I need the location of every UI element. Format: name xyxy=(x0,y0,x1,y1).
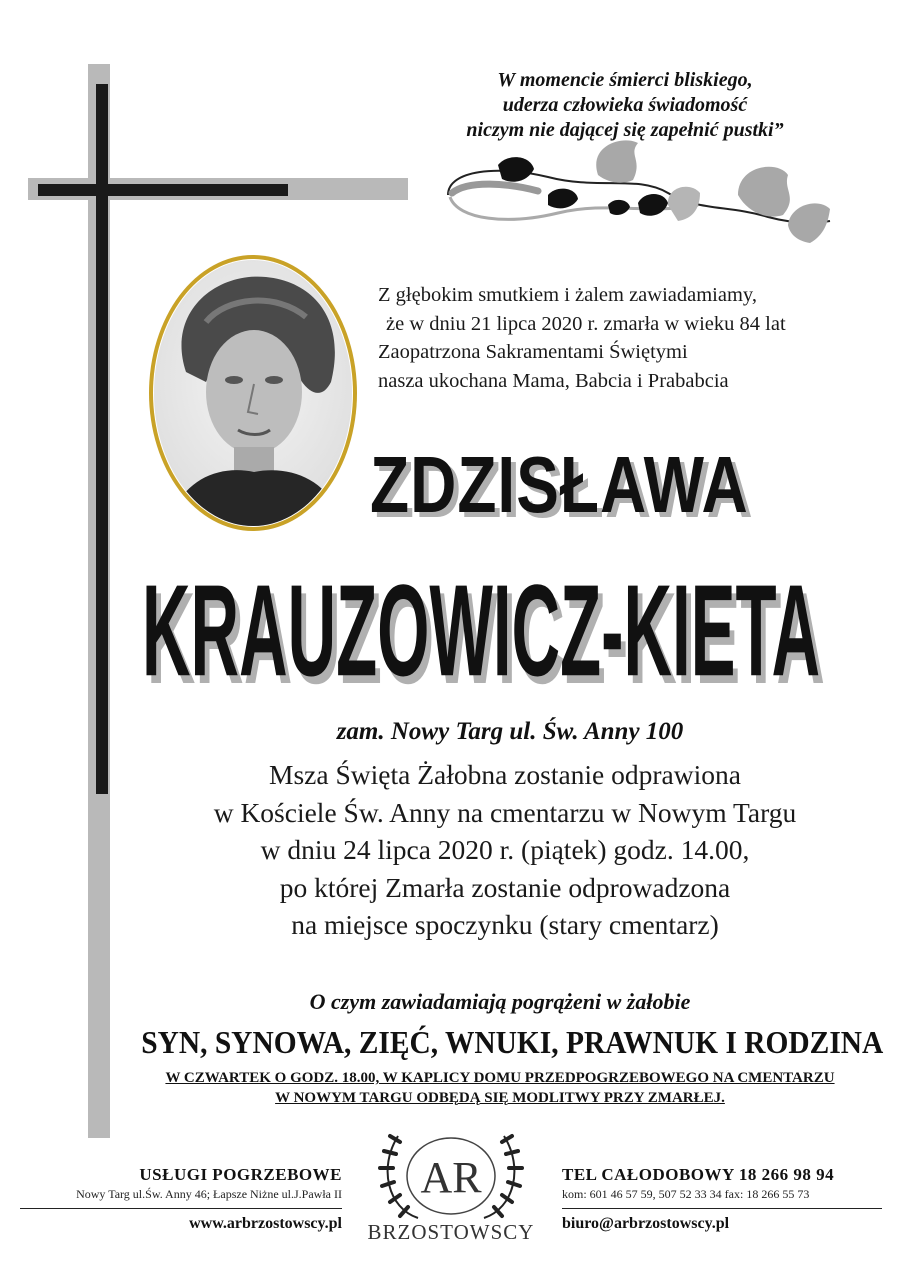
funeral-mass-info xyxy=(130,756,880,944)
deceased-first-name: ZDZISŁAWA xyxy=(370,439,749,530)
mourners-family: SYN, SYNOWA, ZIĘĆ, WNUKI, PRAWNUK I RODZINA xyxy=(141,1024,884,1060)
intro-line: Zaopatrzona Sakramentami Świętymi xyxy=(378,341,688,363)
footer-divider xyxy=(562,1208,882,1209)
mass-line: na miejsce spoczynku (stary cmentarz) xyxy=(291,909,719,940)
announcement-intro xyxy=(378,281,798,395)
mass-line: w dniu 24 lipca 2020 r. (piątek) godz. 14.00, xyxy=(260,834,750,865)
quote-line: W momencie śmierci bliskiego, xyxy=(497,69,753,91)
prayer-notice xyxy=(130,1068,870,1108)
company-website-link[interactable]: www.arbrzostowscy.pl xyxy=(189,1215,342,1232)
intro-line: że w dniu 21 lipca 2020 r. zmarła w wieku 84 lat xyxy=(386,312,786,335)
prayer-line: W NOWYM TARGU ODBĘDĄ SIĘ MODLITWY PRZY ZMARŁEJ. xyxy=(275,1090,725,1106)
mass-line: Msza Święta Żałobna zostanie odprawiona xyxy=(269,759,741,790)
logo-name: BRZOSTOWSCY xyxy=(367,1220,535,1244)
footer-divider xyxy=(20,1208,342,1209)
vine-leaves-icon xyxy=(438,135,833,255)
quote-line: niczym nie dającej się zapełnić pustki” xyxy=(466,119,784,141)
intro-line: nasza ukochana Mama, Babcia i Prababcia xyxy=(378,369,729,392)
contact-phones: kom: 601 46 57 59, 507 52 33 34 fax: 18 266 55 73 xyxy=(562,1187,810,1201)
footer-contact xyxy=(562,1164,882,1235)
contact-email-link[interactable]: biuro@arbrzostowscy.pl xyxy=(562,1215,730,1232)
quote-line: uderza człowieka świadomość xyxy=(502,94,748,116)
logo-monogram: AR xyxy=(420,1153,482,1202)
footer-company xyxy=(20,1164,342,1235)
mourners-intro: O czym zawiadamiają pogrążeni w żałobie xyxy=(309,989,691,1014)
company-title: USŁUGI POGRZEBOWE xyxy=(139,1165,342,1184)
deceased-surname: KRAUZOWICZ-KIETA xyxy=(142,557,821,704)
company-address: Nowy Targ ul.Św. Anny 46; Łapsze Niżne ul.J.Pawła II xyxy=(76,1187,342,1201)
contact-phone-title: TEL CAŁODOBOWY 18 266 98 94 xyxy=(562,1165,835,1184)
funeral-home-logo xyxy=(348,1128,554,1268)
cross-horizontal-bar xyxy=(38,184,288,196)
portrait-photo xyxy=(146,252,360,534)
prayer-line: W CZWARTEK O GODZ. 18.00, W KAPLICY DOMU PRZEDPOGRZEBOWEGO NA CMENTARZU xyxy=(165,1070,835,1086)
intro-line: Z głębokim smutkiem i żalem zawiadamiamy, xyxy=(378,284,757,306)
deceased-address: zam. Nowy Targ ul. Św. Anny 100 xyxy=(336,718,684,745)
mass-line: po której Zmarła zostanie odprowadzona xyxy=(279,871,731,903)
mass-line: w Kościele Św. Anny na cmentarzu w Nowym Targu xyxy=(213,796,797,828)
memorial-quote xyxy=(400,68,850,143)
